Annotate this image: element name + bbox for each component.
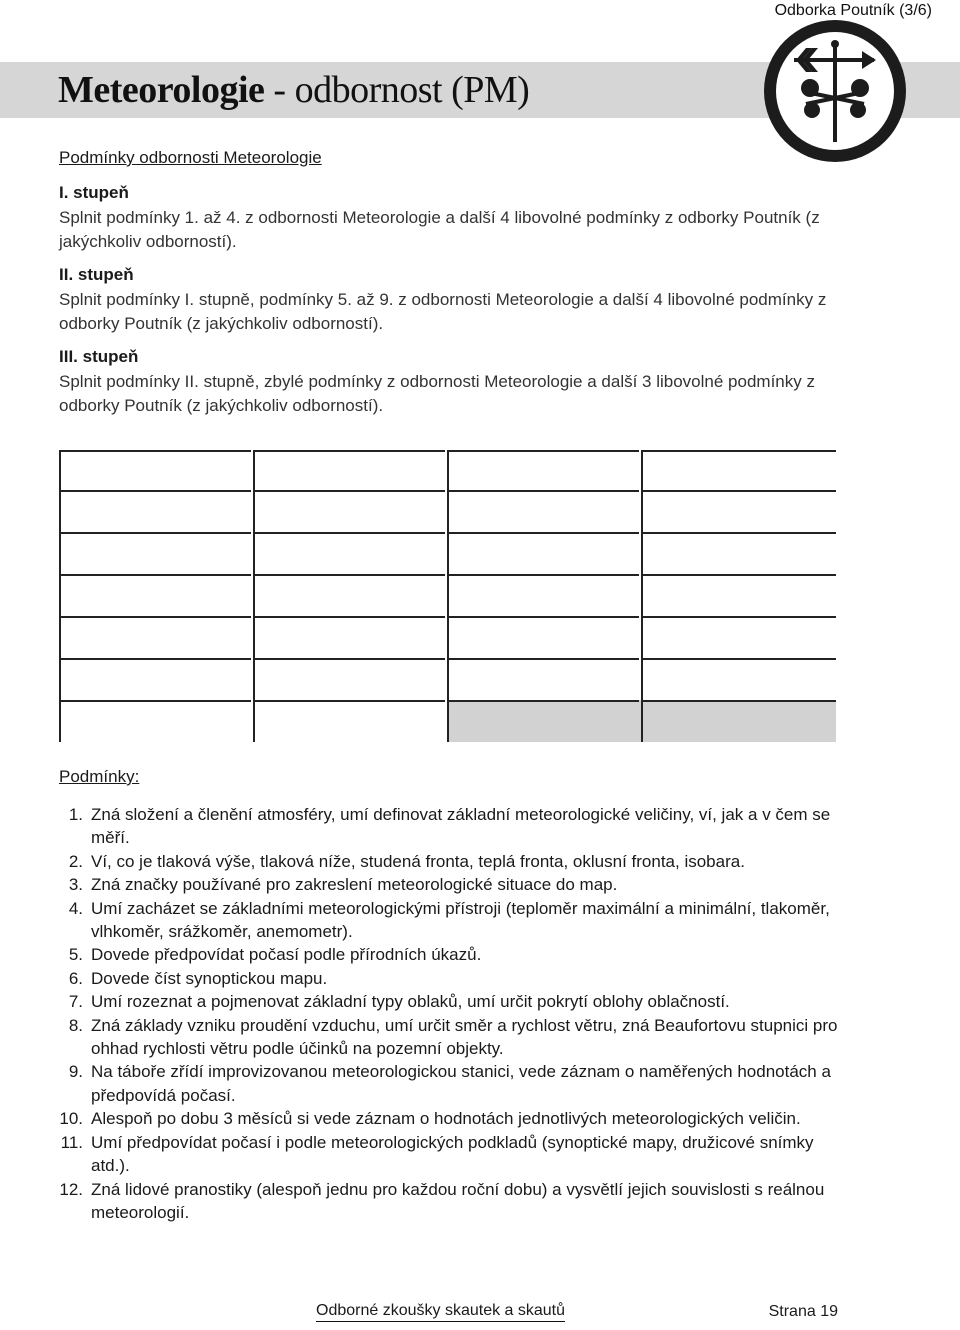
grid-hline xyxy=(255,700,445,702)
grid-hline xyxy=(61,700,251,702)
grid-vline xyxy=(641,450,643,742)
grid-vline xyxy=(59,450,61,742)
list-item: 8. Zná základy vzniku proudění vzduchu, umí určit směr a rychlost větru, zná Beaufortovu stupnici pro ohhad rychlosti větru podle účinků na pozemní objekty. xyxy=(68,1015,838,1059)
page-title-strong: Meteorologie xyxy=(58,69,265,111)
conditions-heading: Podmínky: xyxy=(59,767,140,786)
grid-hline xyxy=(255,532,445,534)
grid-hline xyxy=(643,616,836,618)
grid-hline xyxy=(449,450,639,452)
grid-hline xyxy=(643,490,836,492)
grid-hline xyxy=(643,450,836,452)
list-item: 10. Alespoň po dobu 3 měsíců si vede záznam o hodnotách jednotlivých meteorologických veličin. xyxy=(59,1109,801,1129)
grid-hline xyxy=(449,490,639,492)
list-item: 12. Zná lidové pranostiky (alespoň jednu pro každou roční dobu) a vysvětlí jejich souvislosti s reálnou meteorologií. xyxy=(59,1179,825,1222)
page-title-rest: - odbornost (PM) xyxy=(264,69,530,111)
level-1-text: Splnit podmínky 1. až 4. z odbornosti Meteorologie a další 4 libovolné podmínky z odborky Poutník (z jakýchkoliv odborností). xyxy=(59,207,820,251)
running-header: Odborka Poutník (3/6) xyxy=(774,2,932,19)
level-2 xyxy=(59,263,841,337)
grid-hline xyxy=(255,490,445,492)
grid-hline xyxy=(449,532,639,534)
level-1-heading: I. stupeň xyxy=(59,183,129,202)
record-grid xyxy=(59,450,836,742)
level-2-text: Splnit podmínky I. stupně, podmínky 5. až 9. z odbornosti Meteorologie a další 4 libovolné podmínky z odborky Poutník (z jakýchkoliv odborností). xyxy=(59,289,827,333)
grid-hline xyxy=(449,616,639,618)
grid-hline xyxy=(255,574,445,576)
list-item: 9. Na táboře zřídí improvizovanou meteorologickou stanici, vede záznam o naměřených hodnotách a předpovídá počasí. xyxy=(68,1062,831,1105)
list-item: 3. Zná značky používané pro zakreslení meteorologické situace do map. xyxy=(68,875,618,895)
grid-hline xyxy=(643,574,836,576)
level-2-heading: II. stupeň xyxy=(59,265,134,284)
list-item: 11. Umí předpovídat počasí i podle meteorologických podkladů (synoptické mapy, družicové snímky atd.). xyxy=(60,1132,814,1176)
grid-hline xyxy=(449,574,639,576)
grid-hline xyxy=(449,658,639,660)
grid-hline xyxy=(61,658,251,660)
list-item: 1. Zná složení a členění atmosféry, umí definovat základní meteorologické veličiny, ví, jak a v čem se měří. xyxy=(68,805,831,848)
conditions-link[interactable]: Podmínky odbornosti Meteorologie xyxy=(59,148,322,167)
list-item: 6. Dovede číst synoptickou mapu. xyxy=(68,968,328,988)
list-item: 7. Umí rozeznat a pojmenovat základní typy oblaků, umí určit pokrytí oblohy oblačností. xyxy=(68,992,730,1012)
footer-book-title: Odborné zkoušky skautek a skautů xyxy=(316,1302,565,1322)
grid-hline xyxy=(61,616,251,618)
list-item: 5. Dovede předpovídat počasí podle přírodních úkazů. xyxy=(68,945,482,965)
conditions-list xyxy=(59,803,839,1224)
grid-hline xyxy=(61,490,251,492)
page-title xyxy=(58,68,529,112)
level-1 xyxy=(59,181,841,255)
grid-hline xyxy=(449,700,639,702)
grid-hline xyxy=(255,450,445,452)
list-item: 2. Ví, co je tlaková výše, tlaková níže, studená fronta, teplá fronta, oklusní fronta, isobara. xyxy=(68,851,745,871)
grid-hline xyxy=(643,532,836,534)
grid-vline xyxy=(447,450,449,742)
level-3-heading: III. stupeň xyxy=(59,347,139,366)
grid-hline xyxy=(61,450,251,452)
grid-hline xyxy=(643,700,836,702)
grid-hline xyxy=(61,574,251,576)
footer-page-number: Strana 19 xyxy=(768,1303,838,1320)
list-item: 4. Umí zacházet se základními meteorologickými přístroji (teploměr maximální a minimální, tlakoměr, vlhkoměr, srážkoměr, anemometr). xyxy=(68,898,830,942)
grid-hline xyxy=(643,658,836,660)
level-3-text: Splnit podmínky II. stupně, zbylé podmínky z odbornosti Meteorologie a další 3 libovolné podmínky z odborky Poutník (z jakýchkoliv odborností). xyxy=(59,371,815,415)
grid-hline xyxy=(255,616,445,618)
weather-vane-badge-icon xyxy=(762,18,908,164)
level-3 xyxy=(59,345,841,419)
grid-hline xyxy=(61,532,251,534)
grid-vline xyxy=(253,450,255,742)
grid-hline xyxy=(255,658,445,660)
